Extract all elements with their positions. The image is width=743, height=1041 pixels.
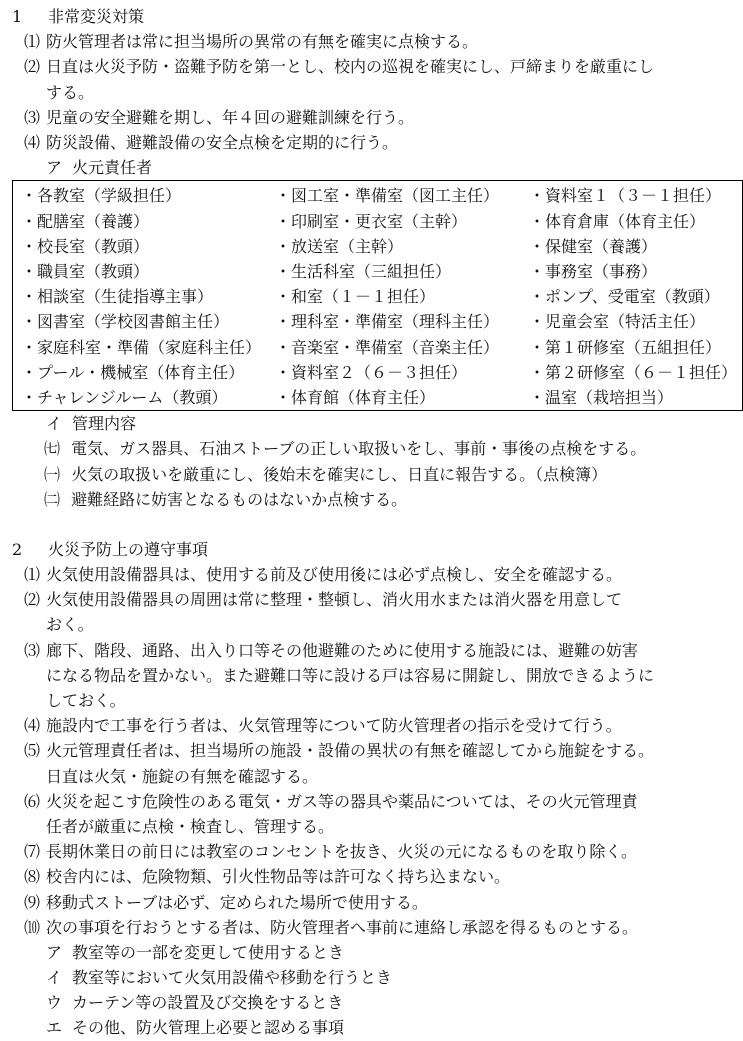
item-text: 防災設備、避難設備の安全点検を定期的に行う。 [46, 132, 399, 152]
item-2-4 [0, 713, 743, 738]
table-row [13, 309, 743, 334]
approval-item-u [0, 990, 743, 1015]
table-cell: ・放送室（主幹） [275, 236, 404, 256]
table-cell: ・資料室２（６－３担任） [275, 362, 468, 382]
item-2-10 [0, 915, 743, 940]
item-number: ⑶ [24, 640, 41, 660]
table-cell: ・資料室１（３－１担任） [529, 186, 722, 206]
item-text: 避難経路に妨害となるものはないか点検する。 [71, 489, 408, 509]
item-number: ㈠ [44, 464, 61, 484]
management-item-3 [0, 487, 743, 512]
item-number: ⑺ [24, 842, 41, 862]
table-cell: ・児童会室（特活主任） [529, 312, 706, 332]
item-text: 火気使用設備器具の周囲は常に整理・整頓し、消火用水または消火器を用意して [46, 590, 623, 610]
item-number: ⑴ [24, 565, 41, 585]
subsection-marker: イ [46, 414, 63, 434]
table-cell: ・配膳室（養護） [21, 211, 150, 231]
item-text: 防火管理者は常に担当場所の異常の有無を確実に点検する。 [46, 32, 479, 52]
table-cell: ・理科室・準備室（理科主任） [275, 312, 500, 332]
item-2-3-cont [0, 688, 743, 713]
item-text: 児童の安全避難を期し、年４回の避難訓練を行う。 [46, 107, 415, 127]
item-number: ⑵ [24, 57, 41, 77]
subsection-title: 火元責任者 [72, 158, 153, 178]
item-number: ⑴ [24, 32, 41, 52]
item-number: ⑷ [24, 716, 41, 736]
item-number: ㈦ [44, 439, 61, 459]
table-cell: ・第１研修室（五組担任） [529, 337, 722, 357]
item-2-5-cont [0, 764, 743, 789]
section-title: 非常変災対策 [48, 7, 145, 26]
item-text: おく。 [46, 615, 94, 635]
table-cell: ・職員室（教頭） [21, 261, 150, 281]
approval-item-a [0, 940, 743, 965]
item-1-1 [0, 29, 743, 54]
item-number: ㈡ [44, 489, 61, 509]
item-2-2 [0, 587, 743, 612]
item-text: 火気の取扱いを厳重にし、後始末を確実にし、日直に報告する。（点検簿） [71, 464, 608, 484]
table-row [13, 385, 743, 411]
item-2-7 [0, 839, 743, 864]
subsection-marker: エ [46, 1018, 63, 1038]
table-cell: ・体育館（体育主任） [275, 387, 436, 407]
item-text: 電気、ガス器具、石油ストーブの正しい取扱いをし、事前・事後の点検をする。 [71, 439, 647, 459]
table-cell: ・ポンプ、受電室（教頭） [529, 287, 720, 307]
item-number: ⑼ [24, 892, 41, 912]
item-1-2-cont [0, 80, 743, 105]
item-text: 校舎内には、危険物類、引火性物品等は許可なく持ち込まない。 [46, 867, 511, 887]
subsection-marker: ウ [46, 993, 63, 1013]
item-text: 長期休業日の前日には教室のコンセントを抜き、火災の元になるものを取り除く。 [46, 842, 638, 862]
subsection-marker: ア [46, 158, 63, 178]
section-2-heading [0, 537, 743, 562]
item-2-3-cont [0, 663, 743, 688]
subsection-i-heading [0, 411, 743, 436]
table-cell: ・家庭科室・準備（家庭科主任） [21, 337, 262, 357]
item-text: 日直は火気・施錠の有無を確認する。 [46, 766, 319, 786]
table-row [13, 209, 743, 234]
section-1-heading [0, 4, 743, 29]
item-text: 火気使用設備器具は、使用する前及び使用後には必ず点検し、安全を確認する。 [46, 565, 623, 585]
item-number: ⑵ [24, 590, 41, 610]
item-text: 施設内で工事を行う者は、火気管理等について防火管理者の指示を受けて行う。 [46, 716, 622, 736]
item-number: ⑹ [24, 791, 41, 811]
item-text: 火災を起こす危険性のある電気・ガス等の器具や薬品については、その火元管理責 [46, 791, 638, 811]
approval-item-e [0, 1015, 743, 1040]
item-2-1 [0, 562, 743, 587]
subsection-marker: ア [46, 942, 63, 962]
item-number: ⑶ [24, 107, 41, 127]
item-number: ⑻ [24, 867, 41, 887]
item-2-9 [0, 890, 743, 915]
table-cell: ・チャレンジルーム（教頭） [21, 387, 228, 407]
section-gap [0, 512, 743, 537]
document-page [0, 4, 743, 1041]
table-cell: ・校長室（教頭） [21, 236, 150, 256]
subsection-title: 管理内容 [72, 414, 137, 434]
item-text: その他、防火管理上必要と認める事項 [72, 1018, 345, 1038]
table-cell: ・図書室（学校図書館主任） [21, 312, 230, 332]
item-2-5 [0, 738, 743, 763]
item-text: 教室等において火気用設備や移動を行うとき [72, 968, 393, 988]
table-row [13, 360, 743, 385]
item-text: 任者が厳重に点検・検査し、管理する。 [46, 816, 335, 836]
table-cell: ・和室（１－１担任） [275, 287, 436, 307]
item-2-6 [0, 789, 743, 814]
item-2-3 [0, 638, 743, 663]
table-cell: ・第２研修室（６－１担任） [529, 362, 738, 382]
section-number: 2 [12, 539, 23, 559]
table-cell: ・プール・機械室（体育主任） [21, 362, 245, 382]
management-item-2 [0, 462, 743, 487]
table-cell: ・相談室（生徒指導主事） [21, 287, 214, 307]
item-1-2 [0, 54, 743, 79]
table-cell: ・音楽室・準備室（音楽主任） [275, 337, 500, 357]
management-item-1 [0, 436, 743, 461]
fire-officer-table [12, 180, 743, 411]
item-text: しておく。 [46, 691, 126, 711]
item-2-8 [0, 864, 743, 889]
table-row [13, 234, 743, 259]
table-cell: ・図工室・準備室（図工主任） [275, 186, 500, 206]
table-row [13, 284, 743, 309]
table-cell: ・生活科室（三組担任） [275, 261, 452, 281]
item-text: カーテン等の設置及び交換をするとき [72, 993, 344, 1013]
section-number: 1 [12, 7, 23, 26]
item-text: 移動式ストーブは必ず、定められた場所で使用する。 [46, 892, 428, 912]
item-text: 廊下、階段、通路、出入り口等その他避難のために使用する施設には、避難の妨害 [46, 640, 639, 660]
item-number: ⑸ [24, 741, 41, 761]
subsection-marker: イ [46, 968, 63, 988]
item-2-6-cont [0, 814, 743, 839]
table-row [13, 335, 743, 360]
table-cell: ・保健室（養護） [529, 236, 658, 256]
item-number: ⑽ [24, 917, 41, 937]
section-title: 火災予防上の遵守事項 [48, 539, 209, 559]
table-cell: ・事務室（事務） [529, 261, 658, 281]
item-text: になる物品を置かない。また避難口等に設ける戸は容易に開錠し、開放できるように [46, 665, 655, 685]
item-text: 火元管理責任者は、担当場所の施設・設備の異状の有無を確認してから施錠をする。 [46, 741, 655, 761]
approval-item-i [0, 965, 743, 990]
table-row [13, 259, 743, 284]
subsection-a-heading [0, 155, 743, 180]
table-cell: ・体育倉庫（体育主任） [529, 211, 706, 231]
table-cell: ・温室（栽培担当） [529, 387, 674, 407]
table-row [13, 181, 743, 209]
table-cell: ・各教室（学級担任） [21, 186, 182, 206]
item-text: 次の事項を行おうとする者は、防火管理者へ事前に連絡し承認を得るものとする。 [46, 917, 639, 937]
item-text: する。 [46, 82, 95, 102]
item-1-3 [0, 105, 743, 130]
item-number: ⑷ [24, 132, 41, 152]
table-cell: ・印刷室・更衣室（主幹） [275, 211, 468, 231]
item-text: 教室等の一部を変更して使用するとき [72, 942, 345, 962]
item-1-4 [0, 130, 743, 155]
item-2-2-cont [0, 612, 743, 637]
item-text: 日直は火災予防・盗難予防を第一とし、校内の巡視を確実にし、戸締まりを厳重にし [46, 57, 655, 77]
